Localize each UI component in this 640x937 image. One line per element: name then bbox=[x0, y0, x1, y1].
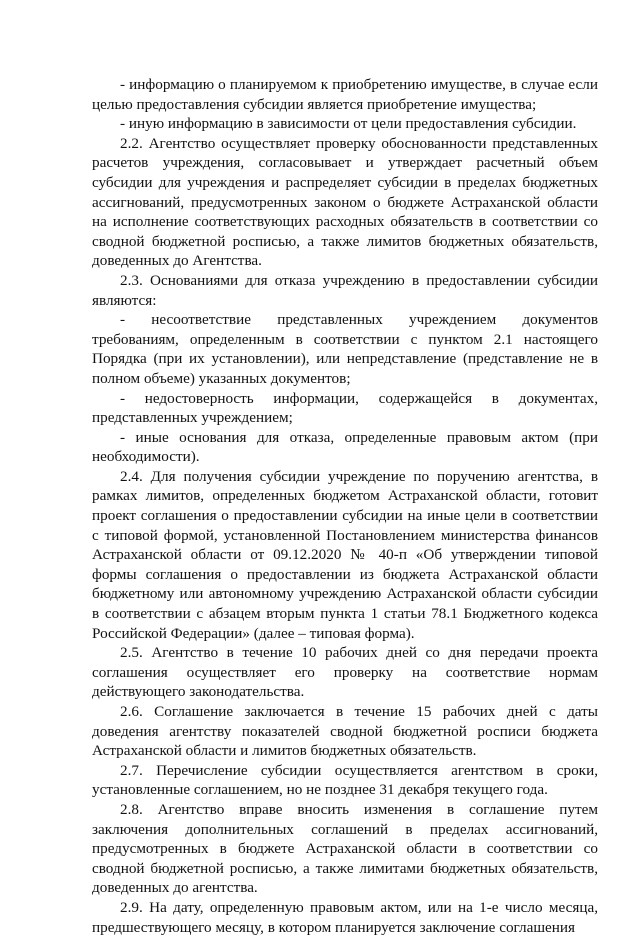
paragraph-2-3-item-3: - иные основания для отказа, определенные правовым актом (при необходимости). bbox=[92, 428, 598, 466]
paragraph-2-7: 2.7. Перечисление субсидии осуществляется агентством в сроки, установленные соглашением, но не позднее 31 декабря текущего года. bbox=[92, 761, 598, 799]
paragraph-other-info: - иную информацию в зависимости от цели предоставления субсидии. bbox=[120, 115, 577, 133]
paragraph-2-9: 2.9. На дату, определенную правовым актом, или на 1-е число месяца, предшествующего месяцу, в котором планируется заключение соглашения bbox=[92, 898, 598, 936]
paragraph-2-3: 2.3. Основаниями для отказа учреждению в предоставлении субсидии являются: bbox=[92, 271, 598, 309]
paragraph-2-3-item-1: - несоответствие представленных учреждением документов требованиям, определенным в соответствии с пунктом 2.1 настоящего Порядка (при их установлении), или непредставление (представление не в полном объеме) указанных документов; bbox=[92, 311, 598, 387]
paragraph-2-6: 2.6. Соглашение заключается в течение 15 рабочих дней с даты доведения агентству показателей сводной бюджетной росписи бюджета Астраханской области и лимитов бюджетных обязательств. bbox=[92, 703, 598, 760]
paragraph-2-8: 2.8. Агентство вправе вносить изменения в соглашение путем заключения дополнительных соглашений в пределах ассигнований, предусмотренных в бюджете Астраханской области в соответствии со сводной бюджетной росписью, а также лимитами бюджетных обязательств, доведенных до агентства. bbox=[92, 800, 598, 897]
paragraph-2-3-item-2: - недостоверность информации, содержащейся в документах, представленных учреждением; bbox=[92, 389, 598, 427]
paragraph-property-info: - информацию о планируемом к приобретению имуществе, в случае если целью предоставления субсидии является приобретение имущества; bbox=[92, 76, 598, 113]
paragraph-2-5: 2.5. Агентство в течение 10 рабочих дней со дня передачи проекта соглашения осуществляет его проверку на соответствие нормам действующего законодательства. bbox=[92, 644, 598, 701]
paragraph-2-4: 2.4. Для получения субсидии учреждение по поручению агентства, в рамках лимитов, определенных бюджетом Астраханской области, готовит проект соглашения о предоставлении субсидии на иные цели в соответствии с типовой формой, установленной Постановлением министерства финансов Астраханской области от 09.12.2020 № 40-п «Об утверждении типовой формы соглашения о предоставлении из бюджета Астраханской области бюджетному или автономному учреждению Астраханской области субсидии в соответствии с абзацем вторым пункта 1 статьи 78.1 Бюджетного кодекса Российской Федерации» (далее – типовая форма). bbox=[92, 467, 598, 642]
paragraph-2-2: 2.2. Агентство осуществляет проверку обоснованности представленных расчетов учреждения, согласовывает и утверждает расчетный объем субсидии для учреждения и распределяет субсидии в пределах бюджетных ассигнований, предусмотренных законом о бюджете Астраханской области на исполнение соответствующих расходных обязательств в соответствии со сводной бюджетной росписью, а также лимитов бюджетных обязательств, доведенных до Агентства. bbox=[92, 134, 598, 270]
